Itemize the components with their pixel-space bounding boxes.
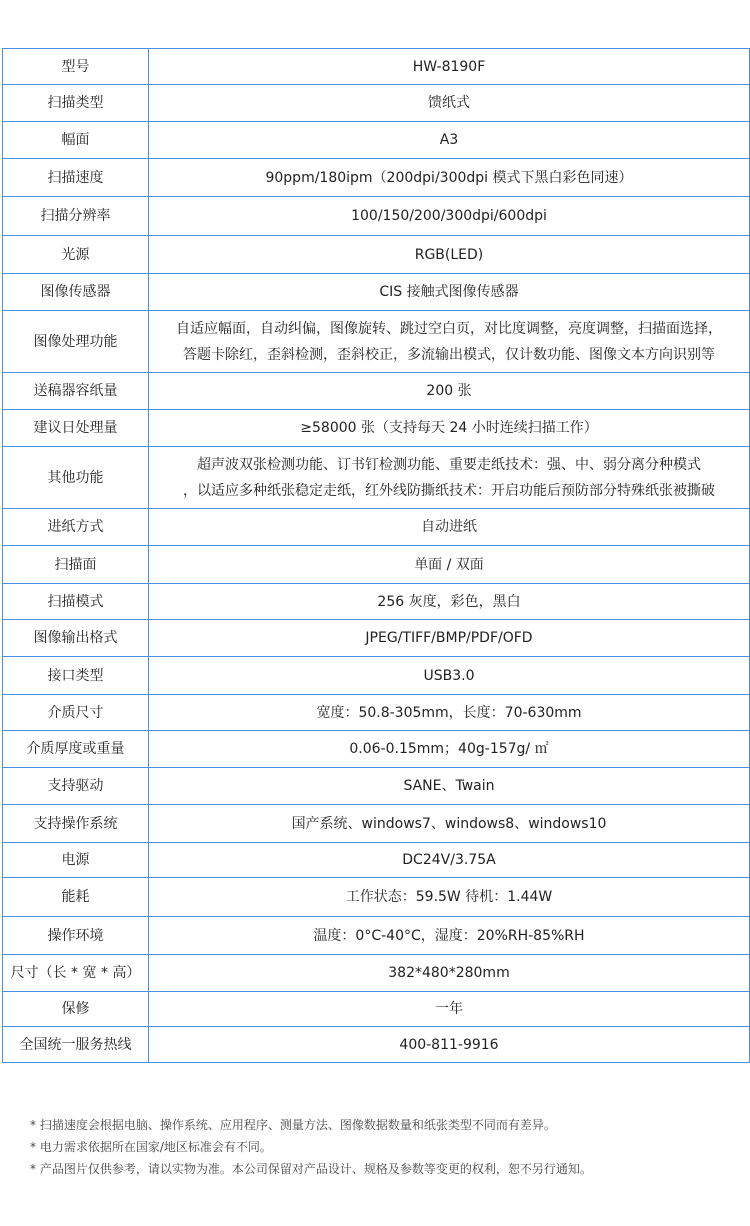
spec-label: 幅面 [3,122,149,159]
spec-value-line: 自适应幅面，自动纠偏，图像旋转、跳过空白页，对比度调整，亮度调整，扫描面选择， [176,320,722,337]
spec-row [3,197,750,236]
spec-value: 200 张 [149,373,750,410]
spec-value: SANE、Twain [149,768,750,805]
spec-label: 能耗 [3,878,149,917]
spec-label: 介质尺寸 [3,695,149,731]
spec-label: 图像输出格式 [3,620,149,657]
spec-label: 电源 [3,843,149,878]
footnote: * 产品图片仅供参考，请以实物为准。本公司保留对产品设计、规格及参数等变更的权利，恕不另行通知。 [30,1162,592,1176]
spec-row [3,274,750,311]
spec-row [3,49,750,85]
spec-row [3,620,750,657]
spec-row [3,992,750,1027]
spec-label: 建议日处理量 [3,410,149,447]
spec-value: RGB(LED) [149,236,750,274]
spec-row [3,805,750,843]
spec-value: 自动进纸 [149,509,750,546]
spec-value: CIS 接触式图像传感器 [149,274,750,311]
spec-value: HW-8190F [149,49,750,85]
spec-row [3,584,750,620]
spec-label: 操作环境 [3,917,149,955]
spec-label: 全国统一服务热线 [3,1027,149,1063]
spec-label: 进纸方式 [3,509,149,546]
spec-value [149,311,750,373]
spec-row [3,373,750,410]
spec-row [3,731,750,768]
spec-row [3,85,750,122]
spec-label: 尺寸（长 * 宽 * 高） [3,955,149,992]
spec-value: 单面 / 双面 [149,546,750,584]
spec-row [3,410,750,447]
spec-value: DC24V/3.75A [149,843,750,878]
spec-value: USB3.0 [149,657,750,695]
spec-row [3,955,750,992]
spec-label: 扫描分辨率 [3,197,149,236]
spec-value [149,447,750,509]
spec-row [3,695,750,731]
spec-value: 0.06-0.15mm；40g-157g/ ㎡ [149,731,750,768]
spec-row [3,843,750,878]
spec-value-line: 超声波双张检测功能、订书钉检测功能、重要走纸技术：强、中、弱分离分种模式 [197,456,701,473]
spec-row [3,768,750,805]
spec-row [3,311,750,373]
spec-value: 工作状态：59.5W 待机：1.44W [149,878,750,917]
spec-value: 400-811-9916 [149,1027,750,1063]
footnotes [30,1114,592,1180]
spec-row [3,159,750,197]
spec-value: 温度：0°C-40°C，湿度：20%RH-85%RH [149,917,750,955]
spec-label: 送稿器容纸量 [3,373,149,410]
spec-value: 90ppm/180ipm（200dpi/300dpi 模式下黑白彩色同速） [149,159,750,197]
spec-label: 介质厚度或重量 [3,731,149,768]
footnote: * 电力需求依据所在国家/地区标准会有不同。 [30,1140,272,1154]
spec-value: 382*480*280mm [149,955,750,992]
spec-value: 100/150/200/300dpi/600dpi [149,197,750,236]
spec-value: 国产系统、windows7、windows8、windows10 [149,805,750,843]
spec-value: JPEG/TIFF/BMP/PDF/OFD [149,620,750,657]
spec-label: 型号 [3,49,149,85]
spec-row [3,509,750,546]
spec-row [3,1027,750,1063]
spec-label: 图像传感器 [3,274,149,311]
spec-row [3,546,750,584]
spec-label: 图像处理功能 [3,311,149,373]
spec-label: 保修 [3,992,149,1027]
spec-row [3,917,750,955]
spec-label: 其他功能 [3,447,149,509]
spec-label: 支持驱动 [3,768,149,805]
spec-row [3,236,750,274]
spec-table [2,48,750,1063]
spec-value: 馈纸式 [149,85,750,122]
spec-label: 扫描类型 [3,85,149,122]
spec-value-line: ，以适应多种纸张稳定走纸，红外线防撕纸技术：开启功能后预防部分特殊纸张被撕破 [183,482,715,499]
spec-label: 光源 [3,236,149,274]
spec-row [3,447,750,509]
footnote: * 扫描速度会根据电脑、操作系统、应用程序、测量方法、图像数据数量和纸张类型不同而有差异。 [30,1118,556,1132]
spec-label: 支持操作系统 [3,805,149,843]
spec-row [3,122,750,159]
spec-row [3,878,750,917]
spec-row [3,657,750,695]
spec-value: A3 [149,122,750,159]
spec-value: 一年 [149,992,750,1027]
spec-value: 256 灰度，彩色，黑白 [149,584,750,620]
spec-label: 扫描速度 [3,159,149,197]
spec-label: 接口类型 [3,657,149,695]
spec-label: 扫描模式 [3,584,149,620]
spec-label: 扫描面 [3,546,149,584]
spec-value-line: 答题卡除红，歪斜检测，歪斜校正，多流输出模式，仅计数功能、图像文本方向识别等 [183,346,715,363]
spec-value: ≥58000 张（支持每天 24 小时连续扫描工作） [149,410,750,447]
spec-value: 宽度：50.8-305mm，长度：70-630mm [149,695,750,731]
